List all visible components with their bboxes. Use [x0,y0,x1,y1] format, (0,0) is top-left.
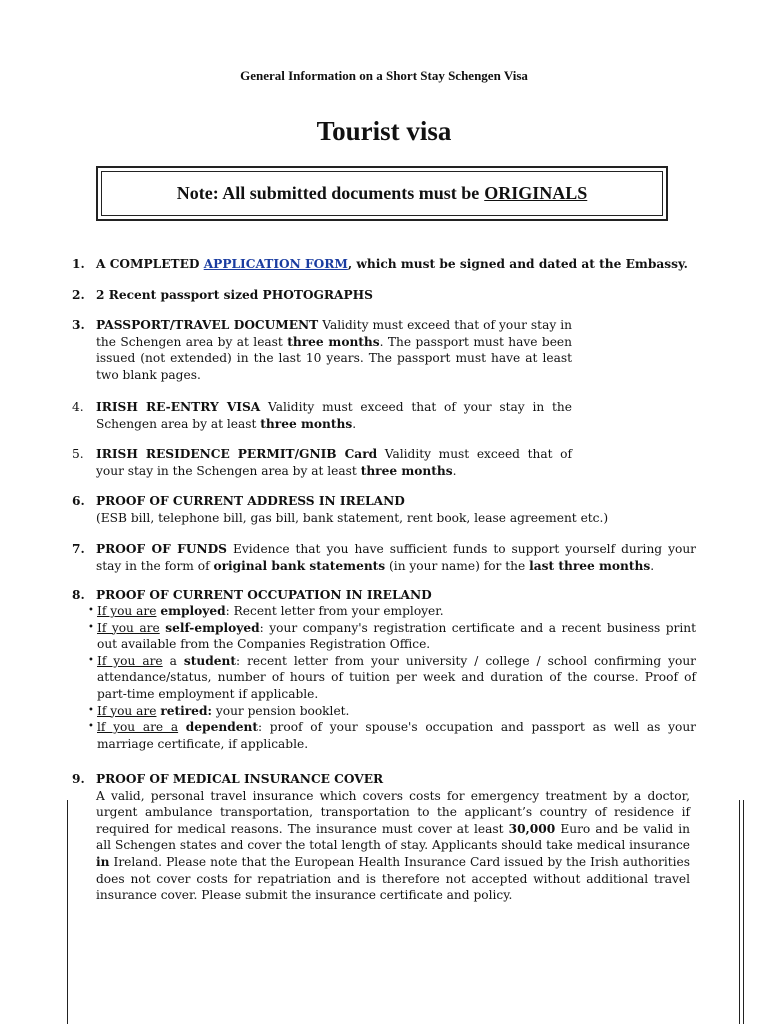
item-bold: retired: [160,703,212,718]
bullet-icon: • [88,621,94,633]
item-text: If you are [97,703,157,718]
item-text: If you are [97,653,163,668]
item-heading: PASSPORT/TRAVEL DOCUMENT [96,318,319,332]
left-border-line [67,800,68,1024]
originals-note-inner [101,171,663,216]
item-bold: in [96,854,110,869]
item-text: a [162,653,184,668]
item-text: lf you are a [97,720,179,735]
bullet-icon: • [88,721,94,733]
document-subtitle: General Information on a Short Stay Schengen Visa [240,68,528,83]
item-text: Euro and be valid in all Schengen states and cover the total length of stay. Applicants should take medical insurance [96,821,690,853]
list-item [88,603,696,620]
item-text: If you are [97,620,160,635]
item-text: : Recent letter from your employer. [225,604,444,618]
list-item [88,620,696,653]
item-bold: last three months [529,558,651,573]
item-application-form [96,256,716,273]
item-text: , which must be signed and dated at the Embassy. [347,257,688,271]
item-bold: three months [260,416,353,431]
item-text: Evidence that you have sufficient funds to support yourself during your stay in the form of [96,542,696,573]
item-medical-insurance [96,771,690,904]
item-text: . [352,416,357,431]
item-heading: PROOF OF MEDICAL INSURANCE COVER [96,772,384,786]
item-heading: IRISH RESIDENCE PERMIT/GNIB Card [96,447,378,461]
item-text: (in your name) for the [385,558,530,573]
item-reentry-visa [96,399,572,432]
item-text: (ESB bill, telephone bill, gas bill, bank statement, rent book, lease agreement etc.) [96,510,609,525]
item-bold: original bank statements [213,558,386,573]
bullet-icon: • [88,605,94,616]
item-text: Ireland. Please note that the European Health Insurance Card issued by the Irish authorities does not cover costs for repatriation and is therefore not accepted without additional travel insurance cover. Please submit the insurance certificate and policy. [96,854,690,903]
item-number-1: 1. [72,257,85,271]
item-heading: IRISH RE-ENTRY VISA [96,400,261,414]
occupation-list [88,603,696,752]
right-border-line-outer [743,800,744,1024]
item-text: : recent letter from your university / college / school confirming your attendance/status, number of hours of tuition per week and duration of the course. Proof of part-time employment if applicable. [97,653,697,701]
item-passport [96,317,572,383]
item-text: your pension booklet. [211,703,350,718]
item-number-2: 2. [72,288,85,302]
item-text: : your company's registration certificate and a recent business print out available from the Companies Registration Office. [97,620,697,652]
item-text: Validity must exceed that of your stay in the Schengen area by at least [96,400,572,431]
application-form-link[interactable]: APPLICATION FORM [203,257,348,271]
item-text: A COMPLETED [96,257,204,271]
item-photographs: 2 Recent passport sized PHOTOGRAPHS [96,288,373,302]
originals-note-box [96,166,668,221]
document-title: Tourist visa [316,116,452,146]
item-bold: 30,000 [508,821,556,836]
right-border-line-inner [739,800,740,1024]
item-text: . [452,463,457,478]
item-address-proof [96,493,716,526]
item-bold: student [183,653,236,668]
item-text: If you are [97,604,157,618]
item-heading: PROOF OF CURRENT ADDRESS IN IRELAND [96,494,405,508]
item-number-7: 7. [72,542,85,556]
item-bold: three months [360,463,453,478]
item-bold: three months [287,334,380,349]
list-item [88,719,696,752]
item-heading: PROOF OF FUNDS [96,542,227,556]
item-text: Validity must exceed that of your stay in the Schengen area by at least [96,447,572,478]
item-text: . The passport must have been issued (not extended) in the last 10 years. The passport must have at least two blank pages. [96,334,572,382]
bullet-icon: • [88,654,94,666]
item-bold: self-employed [165,620,260,635]
note-text: Note: All submitted documents must be [176,183,480,203]
note-emphasis: ORIGINALS [484,183,588,203]
list-item [88,653,696,703]
item-residence-permit [96,446,572,479]
item-number-3: 3. [72,318,85,332]
bullet-icon: • [88,704,94,716]
item-number-6: 6. [72,494,85,508]
list-item [88,703,696,720]
item-number-4: 4. [72,400,84,414]
item-number-5: 5. [72,447,84,461]
item-text: A valid, personal travel insurance which covers costs for emergency treatment by a doctor, urgent ambulance transportation, transportation to the applicant’s country of residence if required for medical reasons. The insurance must cover at least [96,788,690,836]
item-number-9: 9. [72,772,85,786]
item-funds-proof [96,541,696,574]
item-text: : proof of your spouse's occupation and passport as well as your marriage certificate, if applicable. [97,720,697,751]
item-text: . [650,558,655,573]
item-number-8: 8. [72,588,85,602]
item-occupation-heading: PROOF OF CURRENT OCCUPATION IN IRELAND [96,588,432,602]
item-bold: employed [160,604,226,618]
item-bold: dependent [185,720,258,735]
item-text: Validity must exceed that of your stay in the Schengen area by at least [96,318,572,349]
